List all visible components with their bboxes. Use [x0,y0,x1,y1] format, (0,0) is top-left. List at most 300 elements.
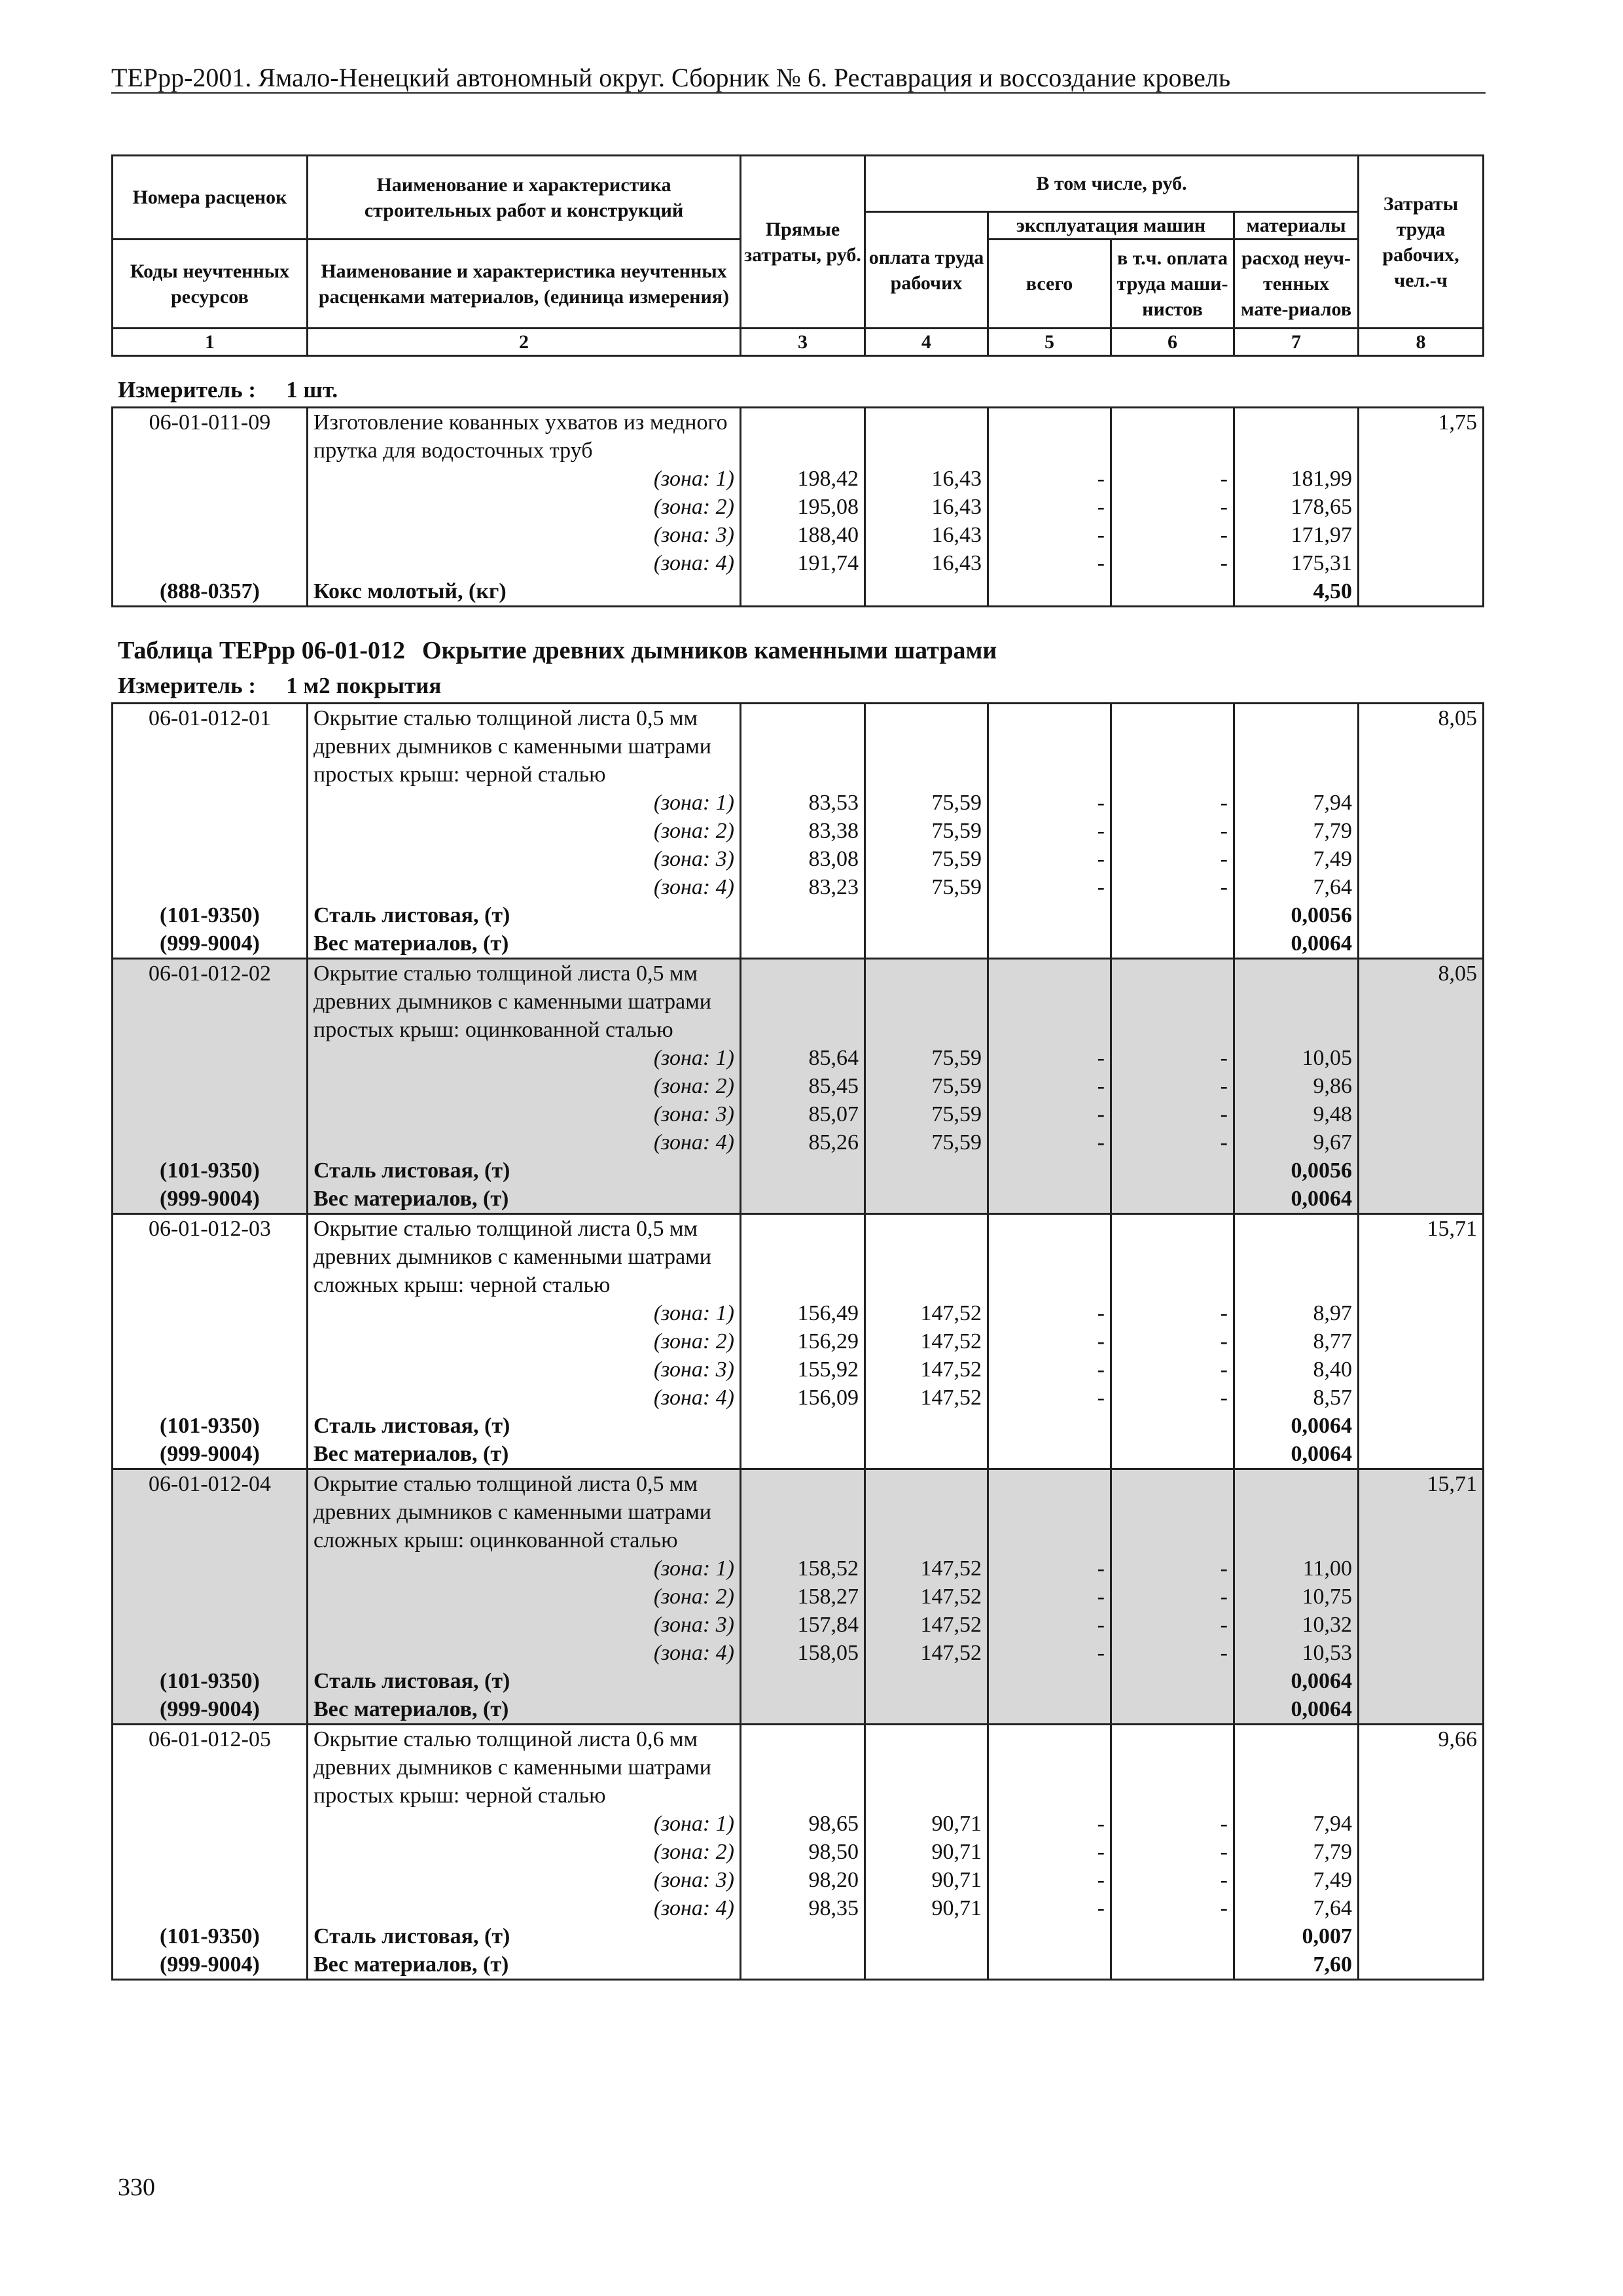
table-row [113,929,1484,959]
empty-cell [988,901,1111,929]
empty-cell [988,959,1111,1045]
resource-code: (999-9004) [113,1185,308,1214]
machine-total: - [988,549,1111,577]
empty-cell [113,1583,308,1611]
empty-cell [1111,959,1234,1045]
zone-label: (зона: 2) [308,817,741,845]
empty-cell [865,901,988,929]
empty-cell [1111,1185,1234,1214]
empty-cell [988,1214,1111,1300]
empty-cell [988,1469,1111,1555]
head-total: всего [988,240,1111,329]
zone-label: (зона: 3) [308,521,741,549]
machinist-wage: - [1111,1355,1234,1384]
empty-cell [988,408,1111,465]
table-row [113,845,1484,873]
empty-cell [865,1695,988,1725]
empty-cell [113,493,308,521]
machinist-wage: - [1111,1894,1234,1922]
rate-code: 06-01-012-02 [113,959,308,1045]
machinist-wage: - [1111,817,1234,845]
labor-wage: 90,71 [865,1810,988,1838]
labor-wage: 75,59 [865,845,988,873]
table-row [113,1100,1484,1128]
direct-costs: 158,05 [741,1639,865,1667]
empty-cell [988,1412,1111,1440]
machinist-wage: - [1111,1044,1234,1072]
labor-wage: 147,52 [865,1554,988,1583]
col-number: 3 [741,329,865,356]
table-row [113,1639,1484,1667]
resource-name: Вес материалов, (т) [308,1950,741,1980]
machinist-wage: - [1111,1128,1234,1157]
empty-cell [865,1440,988,1469]
empty-cell [1111,901,1234,929]
zone-label: (зона: 2) [308,493,741,521]
zone-label: (зона: 2) [308,1583,741,1611]
labor-wage: 147,52 [865,1384,988,1412]
col-number: 2 [308,329,741,356]
rate-row [113,704,1484,789]
empty-cell [865,1214,988,1300]
labor-wage: 147,52 [865,1327,988,1355]
empty-cell [1359,1299,1484,1327]
rates-table-1 [111,406,1484,607]
machine-total: - [988,873,1111,901]
zone-label: (зона: 1) [308,789,741,817]
head-machine-ops: эксплуатация машин [988,212,1234,240]
table-row [113,901,1484,929]
resource-name: Сталь листовая, (т) [308,901,741,929]
empty-cell [988,1950,1111,1980]
empty-cell [988,1157,1111,1185]
rates-table-2 [111,702,1484,1981]
machine-total: - [988,1554,1111,1583]
machine-total: - [988,1611,1111,1639]
empty-cell [741,1950,865,1980]
labor-wage: 75,59 [865,817,988,845]
empty-cell [741,1725,865,1810]
machine-total: - [988,1639,1111,1667]
resource-code: (999-9004) [113,1950,308,1980]
materials-cost: 11,00 [1234,1554,1359,1583]
resource-value: 0,0064 [1234,929,1359,959]
empty-cell [865,959,988,1045]
machine-total: - [988,1128,1111,1157]
empty-cell [113,1894,308,1922]
table-row [113,1128,1484,1157]
labor-wage: 147,52 [865,1639,988,1667]
machinist-wage: - [1111,1866,1234,1894]
resource-value: 0,0064 [1234,1185,1359,1214]
table-row [113,1384,1484,1412]
resource-code: (101-9350) [113,1667,308,1695]
head-materials: материалы [1234,212,1359,240]
empty-cell [1111,929,1234,959]
empty-cell [1111,1440,1234,1469]
table-row [113,789,1484,817]
machine-total: - [988,493,1111,521]
resource-name: Кокс молотый, (кг) [308,577,741,607]
labor-wage: 75,59 [865,873,988,901]
machine-total: - [988,521,1111,549]
materials-cost: 7,94 [1234,789,1359,817]
measure-unit: 1 м2 покрытия [286,673,442,698]
empty-cell [1111,1214,1234,1300]
table-row [113,1440,1484,1469]
materials-cost: 7,64 [1234,873,1359,901]
table-row [113,549,1484,577]
table-title-label: Таблица ТЕРрр 06-01-012 [118,637,406,664]
machinist-wage: - [1111,789,1234,817]
head-labor-wage: оплата труда рабочих [865,212,988,329]
resource-value: 0,007 [1234,1922,1359,1950]
direct-costs: 98,65 [741,1810,865,1838]
direct-costs: 85,26 [741,1128,865,1157]
rate-name: Окрытие сталью толщиной листа 0,5 мм древних дымников с каменными шатрами простых крыш: оцинкованной сталью [308,959,741,1045]
empty-cell [741,1440,865,1469]
empty-cell [1359,1611,1484,1639]
machinist-wage: - [1111,1583,1234,1611]
resource-name: Сталь листовая, (т) [308,1922,741,1950]
empty-cell [1359,465,1484,493]
labor-costs: 15,71 [1359,1214,1484,1300]
direct-costs: 158,27 [741,1583,865,1611]
table-row [113,493,1484,521]
labor-costs: 15,71 [1359,1469,1484,1555]
materials-cost: 10,05 [1234,1044,1359,1072]
empty-cell [1111,1922,1234,1950]
machine-total: - [988,1838,1111,1866]
measure-unit: 1 шт. [286,377,338,403]
empty-cell [741,901,865,929]
empty-cell [865,1922,988,1950]
machine-total: - [988,1100,1111,1128]
empty-cell [865,577,988,607]
empty-cell [741,1922,865,1950]
zone-label: (зона: 2) [308,1072,741,1100]
table-title-desc: Окрытие древних дымников каменными шатрами [422,637,997,664]
empty-cell [1359,1100,1484,1128]
head-resource-codes: Коды неучтенных ресурсов [113,240,308,329]
direct-costs: 157,84 [741,1611,865,1639]
resource-value: 0,0064 [1234,1440,1359,1469]
empty-cell [1111,1469,1234,1555]
empty-cell [1359,1810,1484,1838]
machinist-wage: - [1111,1384,1234,1412]
table-row [113,1327,1484,1355]
rate-name: Окрытие сталью толщиной листа 0,5 мм древних дымников с каменными шатрами простых крыш: черной сталью [308,704,741,789]
table-row [113,1072,1484,1100]
empty-cell [1359,1950,1484,1980]
direct-costs: 98,35 [741,1894,865,1922]
empty-cell [1359,577,1484,607]
direct-costs: 156,29 [741,1327,865,1355]
empty-cell [1111,1412,1234,1440]
empty-cell [1359,1922,1484,1950]
head-direct-costs: Прямые затраты, руб. [741,156,865,329]
machinist-wage: - [1111,1299,1234,1327]
empty-cell [113,1838,308,1866]
empty-cell [741,1214,865,1300]
labor-wage: 147,52 [865,1299,988,1327]
resource-value: 4,50 [1234,577,1359,607]
zone-label: (зона: 4) [308,549,741,577]
rate-row [113,1725,1484,1810]
empty-cell [113,1044,308,1072]
empty-cell [113,1299,308,1327]
materials-cost: 10,32 [1234,1611,1359,1639]
table-row [113,1695,1484,1725]
labor-wage: 147,52 [865,1355,988,1384]
table-row [113,1583,1484,1611]
head-including: В том числе, руб. [865,156,1359,212]
rate-name: Окрытие сталью толщиной листа 0,5 мм древних дымников с каменными шатрами сложных крыш: черной сталью [308,1214,741,1300]
empty-cell [1359,1554,1484,1583]
table-row [113,1044,1484,1072]
materials-cost: 7,49 [1234,1866,1359,1894]
labor-costs: 8,05 [1359,704,1484,789]
empty-cell [113,789,308,817]
measure-label: Измеритель : [118,377,257,403]
machinist-wage: - [1111,521,1234,549]
empty-cell [865,1412,988,1440]
rate-name: Окрытие сталью толщиной листа 0,6 мм древних дымников с каменными шатрами простых крыш: черной сталью [308,1725,741,1810]
resource-code: (888-0357) [113,577,308,607]
machinist-wage: - [1111,493,1234,521]
zone-label: (зона: 4) [308,1639,741,1667]
labor-wage: 90,71 [865,1894,988,1922]
machinist-wage: - [1111,1327,1234,1355]
empty-cell [1359,817,1484,845]
table-row [113,1554,1484,1583]
col-number: 5 [988,329,1111,356]
materials-cost: 178,65 [1234,493,1359,521]
zone-label: (зона: 1) [308,1299,741,1327]
materials-cost: 8,97 [1234,1299,1359,1327]
empty-cell [1234,1725,1359,1810]
empty-cell [1111,1667,1234,1695]
col-number: 7 [1234,329,1359,356]
table-row [113,1185,1484,1214]
materials-cost: 7,94 [1234,1810,1359,1838]
rate-row [113,1214,1484,1300]
empty-cell [1111,1725,1234,1810]
resource-name: Вес материалов, (т) [308,1695,741,1725]
empty-cell [1359,929,1484,959]
labor-costs: 8,05 [1359,959,1484,1045]
empty-cell [1234,1214,1359,1300]
resource-name: Вес материалов, (т) [308,1185,741,1214]
table-row [113,1355,1484,1384]
empty-cell [988,929,1111,959]
empty-cell [1359,1838,1484,1866]
materials-cost: 181,99 [1234,465,1359,493]
empty-cell [741,704,865,789]
table-row [113,1412,1484,1440]
zone-label: (зона: 1) [308,465,741,493]
empty-cell [1234,408,1359,465]
empty-cell [113,1128,308,1157]
resource-value: 0,0056 [1234,1157,1359,1185]
machine-total: - [988,1327,1111,1355]
zone-label: (зона: 3) [308,1100,741,1128]
materials-cost: 7,79 [1234,817,1359,845]
empty-cell [1359,1695,1484,1725]
table-header [111,154,1484,357]
resource-code: (101-9350) [113,1922,308,1950]
empty-cell [1359,1185,1484,1214]
machine-total: - [988,1810,1111,1838]
head-resource-names: Наименование и характеристика неучтенных расценками материалов, (единица измерения) [308,240,741,329]
empty-cell [988,1922,1111,1950]
empty-cell [865,408,988,465]
col-number: 6 [1111,329,1234,356]
machinist-wage: - [1111,845,1234,873]
empty-cell [113,1611,308,1639]
rate-code: 06-01-012-01 [113,704,308,789]
direct-costs: 85,64 [741,1044,865,1072]
direct-costs: 85,07 [741,1100,865,1128]
empty-cell [1359,789,1484,817]
zone-label: (зона: 2) [308,1327,741,1355]
col-number: 4 [865,329,988,356]
empty-cell [1359,549,1484,577]
labor-wage: 16,43 [865,493,988,521]
rate-code: 06-01-012-04 [113,1469,308,1555]
empty-cell [1234,1469,1359,1555]
empty-cell [113,1384,308,1412]
machinist-wage: - [1111,873,1234,901]
empty-cell [741,577,865,607]
machinist-wage: - [1111,1838,1234,1866]
empty-cell [1359,1157,1484,1185]
empty-cell [988,577,1111,607]
direct-costs: 156,49 [741,1299,865,1327]
empty-cell [1111,1695,1234,1725]
table-row [113,817,1484,845]
machinist-wage: - [1111,1810,1234,1838]
direct-costs: 198,42 [741,465,865,493]
zone-label: (зона: 3) [308,845,741,873]
empty-cell [1359,873,1484,901]
table-row [113,521,1484,549]
empty-cell [1359,1667,1484,1695]
empty-cell [865,1157,988,1185]
empty-cell [1359,1327,1484,1355]
machine-total: - [988,1072,1111,1100]
head-rate-numbers: Номера расценок [113,156,308,240]
resource-value: 0,0056 [1234,901,1359,929]
empty-cell [1111,1157,1234,1185]
labor-wage: 16,43 [865,521,988,549]
labor-wage: 147,52 [865,1583,988,1611]
rate-name: Изготовление кованных ухватов из медного прутка для водосточных труб [308,408,741,465]
resource-value: 0,0064 [1234,1412,1359,1440]
materials-cost: 10,75 [1234,1583,1359,1611]
zone-label: (зона: 1) [308,1810,741,1838]
resource-name: Сталь листовая, (т) [308,1667,741,1695]
empty-cell [741,929,865,959]
head-work-name: Наименование и характеристика строительных работ и конструкций [308,156,741,240]
measure-line-1 [118,377,338,403]
materials-cost: 175,31 [1234,549,1359,577]
head-labor-costs: Затраты труда рабочих, чел.-ч [1359,156,1484,329]
col-number: 8 [1359,329,1484,356]
empty-cell [1359,521,1484,549]
empty-cell [113,521,308,549]
materials-cost: 7,79 [1234,1838,1359,1866]
direct-costs: 191,74 [741,549,865,577]
empty-cell [113,1639,308,1667]
rate-row [113,959,1484,1045]
machine-total: - [988,1894,1111,1922]
labor-wage: 75,59 [865,1128,988,1157]
table-row [113,465,1484,493]
labor-wage: 90,71 [865,1838,988,1866]
empty-cell [741,1157,865,1185]
resource-value: 0,0064 [1234,1695,1359,1725]
empty-cell [1359,1044,1484,1072]
empty-cell [865,1667,988,1695]
empty-cell [1359,1440,1484,1469]
empty-cell [865,1725,988,1810]
machinist-wage: - [1111,1639,1234,1667]
machinist-wage: - [1111,1554,1234,1583]
labor-wage: 75,59 [865,789,988,817]
zone-label: (зона: 1) [308,1554,741,1583]
materials-cost: 9,48 [1234,1100,1359,1128]
empty-cell [1359,1072,1484,1100]
resource-value: 7,60 [1234,1950,1359,1980]
direct-costs: 83,08 [741,845,865,873]
empty-cell [1359,1355,1484,1384]
empty-cell [865,1950,988,1980]
direct-costs: 156,09 [741,1384,865,1412]
empty-cell [988,1185,1111,1214]
direct-costs: 83,53 [741,789,865,817]
empty-cell [741,1695,865,1725]
empty-cell [1359,1128,1484,1157]
labor-wage: 147,52 [865,1611,988,1639]
materials-cost: 8,77 [1234,1327,1359,1355]
materials-cost: 171,97 [1234,521,1359,549]
labor-wage: 90,71 [865,1866,988,1894]
machinist-wage: - [1111,1611,1234,1639]
labor-wage: 75,59 [865,1100,988,1128]
labor-costs: 1,75 [1359,408,1484,465]
direct-costs: 98,50 [741,1838,865,1866]
materials-cost: 9,86 [1234,1072,1359,1100]
machine-total: - [988,1866,1111,1894]
machine-total: - [988,1355,1111,1384]
zone-label: (зона: 4) [308,873,741,901]
empty-cell [741,1469,865,1555]
resource-name: Сталь листовая, (т) [308,1157,741,1185]
empty-cell [113,873,308,901]
empty-cell [113,1355,308,1384]
empty-cell [741,1412,865,1440]
empty-cell [1359,1412,1484,1440]
materials-cost: 7,64 [1234,1894,1359,1922]
empty-cell [113,465,308,493]
table-row [113,1894,1484,1922]
table-row [113,1667,1484,1695]
direct-costs: 195,08 [741,493,865,521]
empty-cell [988,1725,1111,1810]
empty-cell [988,1667,1111,1695]
zone-label: (зона: 3) [308,1866,741,1894]
